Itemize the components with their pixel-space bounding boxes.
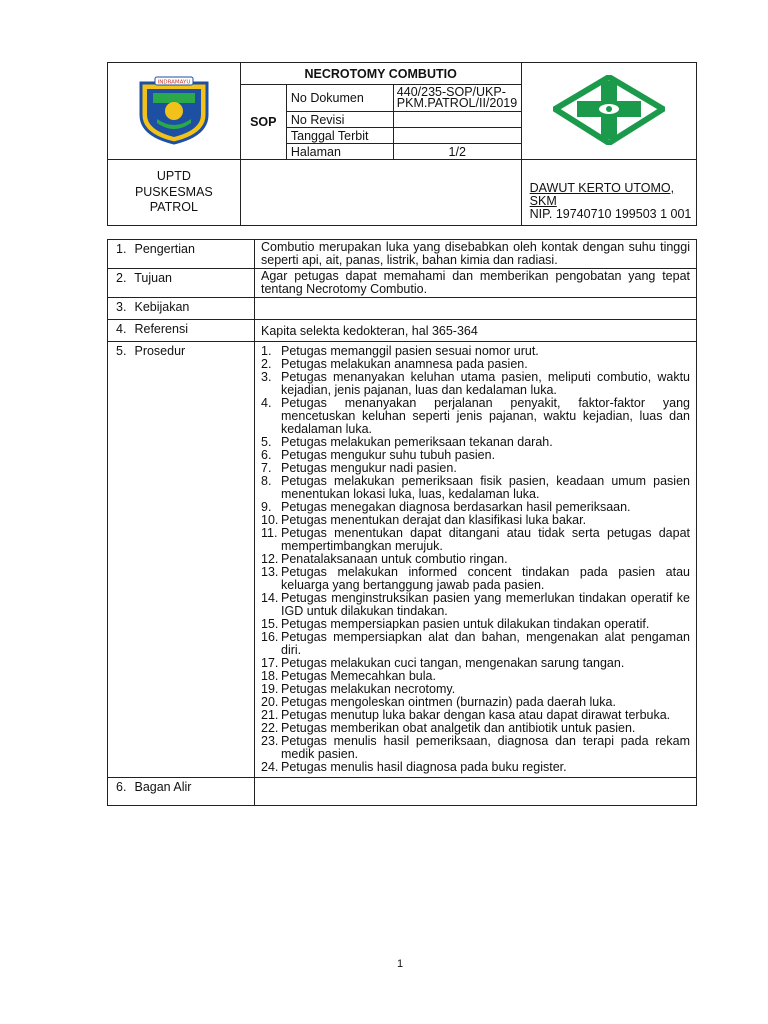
- procedure-step: [261, 735, 690, 761]
- svg-text:INDRAMAYU: INDRAMAYU: [157, 79, 191, 85]
- step-number: 7.: [261, 461, 272, 475]
- step-number: 19.: [261, 682, 279, 696]
- step-text: Petugas mengukur suhu tubuh pasien.: [281, 448, 496, 462]
- step-number: 14.: [261, 591, 279, 605]
- step-text: Petugas melakukan informed concent tindakan pada pasien atau keluarga yang bertanggung jawab pada pasien.: [281, 565, 690, 592]
- signatory-nip: NIP. 19740710 199503 1 001: [529, 207, 692, 221]
- step-text: Petugas mempersiapkan alat dan bahan, mengenakan alat pengaman diri.: [281, 630, 690, 657]
- step-text: Petugas melakukan pemeriksaan tekanan darah.: [281, 435, 553, 449]
- value-tujuan: Agar petugas dapat memahami dan memberikan pengobatan yang tepat tentang Necrotomy Combutio.: [255, 269, 697, 298]
- step-text: Petugas menentukan derajat dan klasifikasi luka bakar.: [281, 513, 587, 527]
- row-pengertian: [108, 240, 697, 269]
- left-logo-cell: [108, 63, 241, 160]
- step-text: Petugas menginstruksikan pasien yang memerlukan tindakan operatif ke IGD untuk dilakukan tindakan.: [281, 591, 690, 618]
- halaman-label: Halaman: [286, 144, 393, 160]
- step-text: Petugas melakukan cuci tangan, mengenakan sarung tangan.: [281, 656, 625, 670]
- step-number: 3.: [261, 370, 272, 384]
- step-number: 4.: [261, 396, 272, 410]
- step-text: Petugas melakukan necrotomy.: [281, 682, 456, 696]
- procedure-step: [261, 527, 690, 553]
- step-text: Penatalaksanaan untuk combutio ringan.: [281, 552, 508, 566]
- signatory-name: DAWUT KERTO UTOMO, SKM: [529, 181, 675, 208]
- regency-emblem-icon: [135, 75, 213, 145]
- step-text: Petugas melakukan pemeriksaan fisik pasien, keadaan umum pasien menentukan lokasi luka, luas, kedalaman luka.: [281, 474, 690, 501]
- row-kebijakan: [108, 298, 697, 320]
- no-revisi-label: No Revisi: [286, 112, 393, 128]
- step-number: 1.: [261, 344, 272, 358]
- tanggal-terbit-label: Tanggal Terbit: [286, 128, 393, 144]
- step-number: 17.: [261, 656, 279, 670]
- step-number: 18.: [261, 669, 279, 683]
- value-referensi: Kapita selekta kedokteran, hal 365-364: [255, 320, 697, 342]
- document-title: NECROTOMY COMBUTIO: [240, 63, 521, 85]
- row-bagan-alir: [108, 778, 697, 806]
- sop-content-table: [107, 239, 697, 806]
- step-number: 5.: [261, 435, 272, 449]
- step-number: 15.: [261, 617, 279, 631]
- step-text: Petugas menegakan diagnosa berdasarkan hasil pemeriksaan.: [281, 500, 631, 514]
- signatory-block: [521, 160, 696, 226]
- step-number: 6.: [261, 448, 272, 462]
- blank-middle-cell: [240, 160, 521, 226]
- step-text: Petugas menanyakan keluhan utama pasien, meliputi combutio, waktu kejadian, jenis pajanan, luas dan kedalaman luka.: [281, 370, 690, 397]
- step-number: 9.: [261, 500, 272, 514]
- step-number: 21.: [261, 708, 279, 722]
- procedure-step: [261, 397, 690, 436]
- step-number: 22.: [261, 721, 279, 735]
- tanggal-terbit-value: [393, 128, 521, 144]
- no-dokumen-label: No Dokumen: [286, 85, 393, 112]
- org-line-3: PATROL: [149, 200, 198, 215]
- label-kebijakan: 3. Kebijakan: [108, 298, 255, 320]
- no-revisi-value: [393, 112, 521, 128]
- step-text: Petugas menentukan dapat ditangani atau tidak serta petugas dapat mempertimbangkan merujuk.: [281, 526, 690, 553]
- step-text: Petugas memanggil pasien sesuai nomor urut.: [281, 344, 539, 358]
- org-line-2: PUSKESMAS: [134, 184, 213, 199]
- step-text: Petugas memberikan obat analgetik dan antibiotik untuk pasien.: [281, 721, 636, 735]
- value-pengertian: Combutio merupakan luka yang disebabkan oleh kontak dengan suhu tinggi seperti api, ait, panas, listrik, bahan kimia dan radiasi.: [255, 240, 697, 269]
- step-text: Petugas menanyakan perjalanan penyakit, faktor-faktor yang mencetuskan keluhan seperti jenis pajanan, waktu kejadian, luas dan kedalaman luka.: [281, 396, 690, 436]
- org-line-1: UPTD: [156, 169, 191, 184]
- sop-label: SOP: [240, 85, 286, 160]
- step-number: 11.: [261, 526, 278, 540]
- step-number: 24.: [261, 760, 279, 774]
- step-number: 10.: [261, 513, 279, 527]
- puskesmas-logo-icon: [553, 75, 665, 145]
- halaman-value: 1/2: [393, 144, 521, 160]
- step-number: 12.: [261, 552, 279, 566]
- row-prosedur: [108, 342, 697, 778]
- procedure-steps-list: [261, 345, 690, 774]
- procedure-step: [261, 761, 690, 774]
- step-text: Petugas mengukur nadi pasien.: [281, 461, 457, 475]
- page-number: 1: [396, 958, 404, 970]
- label-prosedur: 5. Prosedur: [108, 342, 255, 778]
- step-number: 20.: [261, 695, 279, 709]
- value-prosedur: [255, 342, 697, 778]
- procedure-step: [261, 371, 690, 397]
- step-text: Petugas Memecahkan bula.: [281, 669, 436, 683]
- row-tujuan: [108, 269, 697, 298]
- row-referensi: [108, 320, 697, 342]
- procedure-step: [261, 475, 690, 501]
- step-text: Petugas menulis hasil diagnosa pada buku register.: [281, 760, 567, 774]
- value-kebijakan: [255, 298, 697, 320]
- label-pengertian: 1. Pengertian: [108, 240, 255, 269]
- step-number: 13.: [261, 565, 279, 579]
- procedure-step: [261, 631, 690, 657]
- no-dokumen-value: 440/235-SOP/UKP-PKM.PATROL/II/2019: [393, 85, 521, 112]
- label-tujuan: 2. Tujuan: [108, 269, 255, 298]
- organization-name: [108, 160, 241, 226]
- step-text: Petugas mengoleskan ointmen (burnazin) pada daerah luka.: [281, 695, 616, 709]
- step-text: Petugas mempersiapkan pasien untuk dilakukan tindakan operatif.: [281, 617, 650, 631]
- sop-header-table: [107, 62, 697, 226]
- procedure-step: [261, 592, 690, 618]
- step-number: 16.: [261, 630, 279, 644]
- step-number: 2.: [261, 357, 272, 371]
- step-text: Petugas melakukan anamnesa pada pasien.: [281, 357, 528, 371]
- procedure-step: [261, 566, 690, 592]
- step-number: 8.: [261, 474, 272, 488]
- step-text: Petugas menutup luka bakar dengan kasa atau dapat dirawat terbuka.: [281, 708, 671, 722]
- label-bagan-alir: 6. Bagan Alir: [108, 778, 255, 806]
- right-logo-cell: [521, 63, 696, 160]
- label-referensi: 4. Referensi: [108, 320, 255, 342]
- value-bagan-alir: [255, 778, 697, 806]
- step-number: 23.: [261, 734, 279, 748]
- step-text: Petugas menulis hasil pemeriksaan, diagnosa dan terapi pada rekam medik pasien.: [281, 734, 690, 761]
